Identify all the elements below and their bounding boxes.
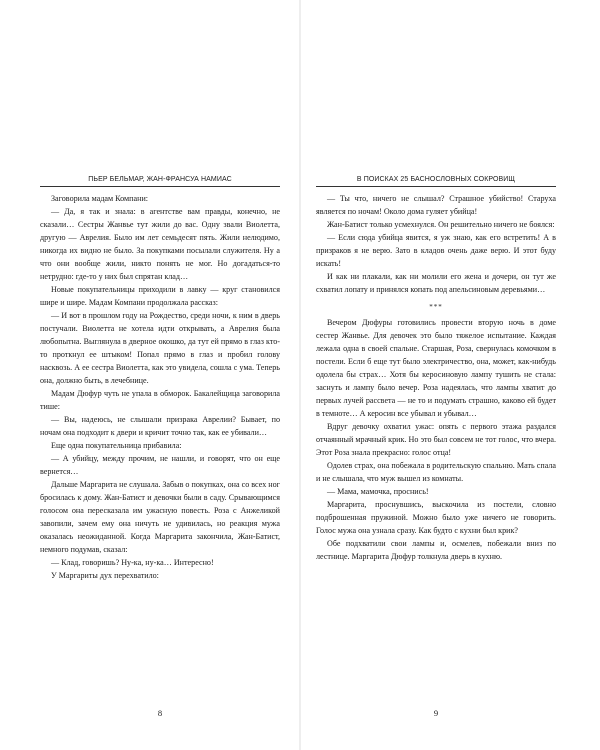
paragraph: — Да, я так и знала: в агентстве вам правды, конечно, не сказали… Сестры Жанвье тут жили до вас. Одну звали Виолетта, другую — Аврелия. Было им лет семьдесят пять. Жили нелюдимо, никогда их видно не было. За покупками посылали служителя. Ну а что они вообще жили, никто понять не мог. Но догадаться-то нетрудно: где-то у них был спрятан клад… [40, 207, 280, 281]
paragraph: Вечером Дюфуры готовились провести вторую ночь в доме сестер Жанвье. Для девочек это было тяжелое испытание. Каждая лежала одна в своей спальне. Старшая, Роза, свернулась комочком в постели. Если б еще тут было электричество, она, может, как-нибудь одолела бы страх… Хотя бы керосиновую лампу тушить не стала: заснуть и лампу было вечер. Роза надеялась, что лампы хватит до первых лучей рассвета — не то и подумать страшно, каково ей будет в темноте… А керосин все убывал и убывал… [316, 318, 556, 418]
paragraph: У Маргариты дух перехватило: [51, 571, 159, 580]
paragraph: — А убийцу, между прочим, не нашли, и говорят, что он еще вернется… [40, 454, 280, 476]
paragraph: — И вот в прошлом году на Рождество, среди ночи, к ним в дверь постучали. Виолетта не хотела идти открывать, а Аврелия была любопытна. Выглянула в дверное окошко, да тут ей прямо в глаз кто-то проткнул ее штыком! Попал прямо в глаз и пробил голову насквозь. А ее сестра Виолетта, как это увидела, сошла с ума. Теперь она, должно быть, в лечебнице. [40, 311, 280, 385]
paragraph: Обе подхватили свои лампы и, осмелев, побежали вниз по лестнице. Маргарита Дюфур толкнула дверь в кухню. [316, 539, 556, 561]
paragraph: Еще одна покупательница прибавила: [51, 441, 182, 450]
paragraph: — Мама, мамочка, проснись! [327, 487, 429, 496]
section-separator: *** [429, 303, 443, 311]
right-page-number: 9 [433, 708, 439, 718]
left-page-text [40, 192, 280, 582]
left-running-head: ПЬЕР БЕЛЬМАР, ЖАН-ФРАНСУА НАМИАС [40, 176, 280, 187]
right-running-head: В ПОИСКАХ 25 БАСНОСЛОВНЫХ СОКРОВИЩ [316, 176, 556, 187]
right-page-text [316, 192, 556, 563]
paragraph: Мадам Дюфур чуть не упала в обморок. Бакалейщица заговорила тише: [40, 389, 280, 411]
paragraph: — Ты что, ничего не слышал? Страшное убийство! Старуха является по ночам! Около дома гуляет убийца! [316, 194, 556, 216]
paragraph: Маргарита, проснувшись, выскочила из постели, словно подброшенная пружиной. Можно было уже ничего не говорить. Голос мужа она узнала сразу. Как будто с кухни был крик? [316, 500, 556, 535]
book-gutter [299, 0, 301, 750]
paragraph: Дальше Маргарита не слушала. Забыв о покупках, она со всех ног бросилась к дому. Жан-Батист и девочки были в саду. Срывающимся голосом она пересказала им ужасную повесть. Роза с Анжеликой завопили, зачем ему она ничуть не удивилась, но реакция мужа оказалась неожиданной. Когда Маргарита закончила, Жан-Батист, немного подумав, сказал: [40, 480, 280, 554]
paragraph: — Вы, надеюсь, не слышали призрака Аврелии? Бывает, по ночам она подходит к двери и кричит точно так, как ее убивали… [40, 415, 280, 437]
left-page-number: 8 [157, 708, 163, 718]
paragraph: Новые покупательницы приходили в лавку — круг становился шире и шире. Мадам Компани продолжала рассказ: [40, 285, 280, 307]
paragraph: — Если сюда убийца явится, я уж знаю, как его встретить! А в призраков я не верю. Зато в кладов очень даже верю. И этот буду искать! [316, 233, 556, 268]
paragraph: Одолев страх, она побежала в родительскую спальню. Мать спала и не слышала, что муж вышел из комнаты. [316, 461, 556, 483]
paragraph: Жан-Батист только усмехнулся. Он решительно ничего не боялся: [327, 220, 555, 229]
paragraph: И как ни плакали, как ни молили его жена и дочери, он тут же схватил лопату и принялся копать под апельсиновым деревьями… [316, 272, 556, 294]
paragraph: Заговорила мадам Компани: [51, 194, 149, 203]
paragraph: — Клад, говоришь? Ну-ка, ну-ка… Интересно! [51, 558, 214, 567]
paragraph: Вдруг девочку охватил ужас: опять с первого этажа раздался отчаянный мрачный крик. Но это был совсем не тот голос, что вчера. Этот Роза знала прекрасно: голос отца! [316, 422, 556, 457]
